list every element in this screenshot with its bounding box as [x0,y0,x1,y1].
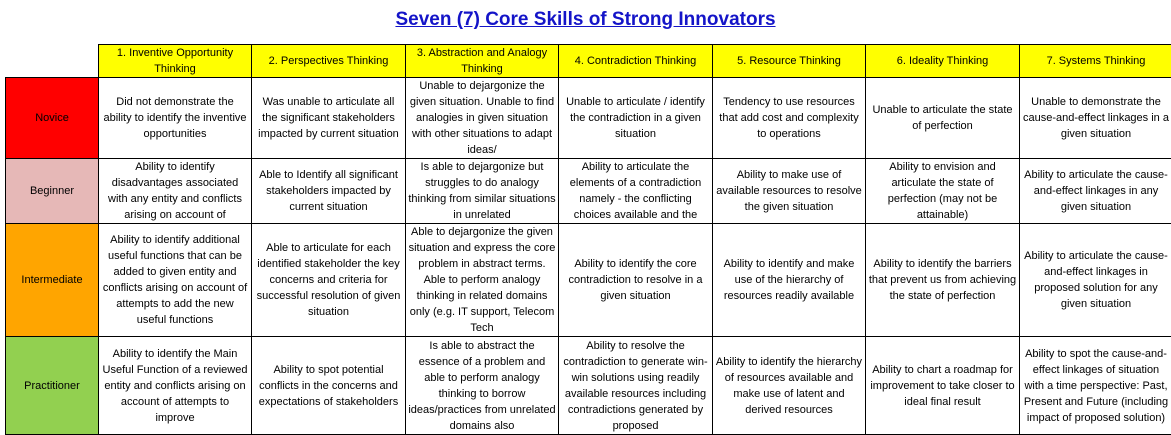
table-cell: Unable to demonstrate the cause-and-effect linkages in a given situation [1020,78,1171,159]
table-cell: Ability to spot the cause-and-effect linkages of situation with a time perspective: Past, Present and Future (including impact of proposed solution) [1020,337,1171,435]
table-cell: Ability to identify the core contradiction to resolve in a given situation [559,224,713,337]
column-header: 3. Abstraction and Analogy Thinking [406,45,559,78]
column-header: 1. Inventive Opportunity Thinking [99,45,252,78]
table-row [6,337,1171,435]
level-label-practitioner: Practitioner [6,337,99,435]
table-cell: Ability to resolve the contradiction to generate win-win solutions using readily available resources including contradictions generated by proposed [559,337,713,435]
column-header: 6. Ideality Thinking [866,45,1020,78]
column-header: 2. Perspectives Thinking [252,45,406,78]
table-cell: Ability to chart a roadmap for improvement to take closer to ideal final result [866,337,1020,435]
table-cell: Is able to abstract the essence of a problem and able to perform analogy thinking to borrow ideas/practices from unrelated domains also [406,337,559,435]
column-header: 7. Systems Thinking [1020,45,1171,78]
table-row [6,159,1171,224]
table-cell: Able to articulate for each identified stakeholder the key concerns and criteria for successful resolution of given situation [252,224,406,337]
table-cell: Did not demonstrate the ability to identify the inventive opportunities [99,78,252,159]
level-label-intermediate: Intermediate [6,224,99,337]
corner-cell [6,45,99,78]
table-cell: Unable to dejargonize the given situation. Unable to find analogies in given situation with other situations to adapt ideas/ [406,78,559,159]
table-cell: Tendency to use resources that add cost and complexity to operations [713,78,866,159]
table-cell: Ability to identify the barriers that prevent us from achieving the state of perfection [866,224,1020,337]
column-header: 4. Contradiction Thinking [559,45,713,78]
table-cell: Was unable to articulate all the significant stakeholders impacted by current situation [252,78,406,159]
table-cell: Ability to envision and articulate the state of perfection (may not be attainable) [866,159,1020,224]
table-cell: Ability to identify disadvantages associated with any entity and conflicts arising on account of [99,159,252,224]
table-cell: Ability to identify the Main Useful Function of a reviewed entity and conflicts arising on account of attempts to improve [99,337,252,435]
table-cell: Ability to identify and make use of the hierarchy of resources readily available [713,224,866,337]
page-title: Seven (7) Core Skills of Strong Innovators [0,7,1171,33]
table-cell: Unable to articulate the state of perfection [866,78,1020,159]
table-cell: Ability to articulate the cause-and-effect linkages in any given situation [1020,159,1171,224]
level-label-novice: Novice [6,78,99,159]
skills-matrix-table [5,44,1171,435]
table-cell: Ability to spot potential conflicts in the concerns and expectations of stakeholders [252,337,406,435]
header-row [6,45,1171,78]
table-cell: Ability to identify additional useful functions that can be added to given entity and conflicts arising on account of attempts to add the new useful functions [99,224,252,337]
table-row [6,224,1171,337]
table-cell: Ability to articulate the elements of a contradiction namely - the conflicting choices available and the [559,159,713,224]
column-header: 5. Resource Thinking [713,45,866,78]
table-cell: Unable to articulate / identify the contradiction in a given situation [559,78,713,159]
table-cell: Ability to make use of available resources to resolve the given situation [713,159,866,224]
table-cell: Ability to identify the hierarchy of resources available and make use of latent and derived resources [713,337,866,435]
table-row [6,78,1171,159]
table-cell: Able to Identify all significant stakeholders impacted by current situation [252,159,406,224]
table-cell: Is able to dejargonize but struggles to do analogy thinking from similar situations in unrelated [406,159,559,224]
table-cell: Able to dejargonize the given situation and express the core problem in abstract terms. Able to perform analogy thinking in related domains only (e.g. IT support, Telecom Tech [406,224,559,337]
level-label-beginner: Beginner [6,159,99,224]
table-cell: Ability to articulate the cause-and-effect linkages in proposed solution for any given situation [1020,224,1171,337]
